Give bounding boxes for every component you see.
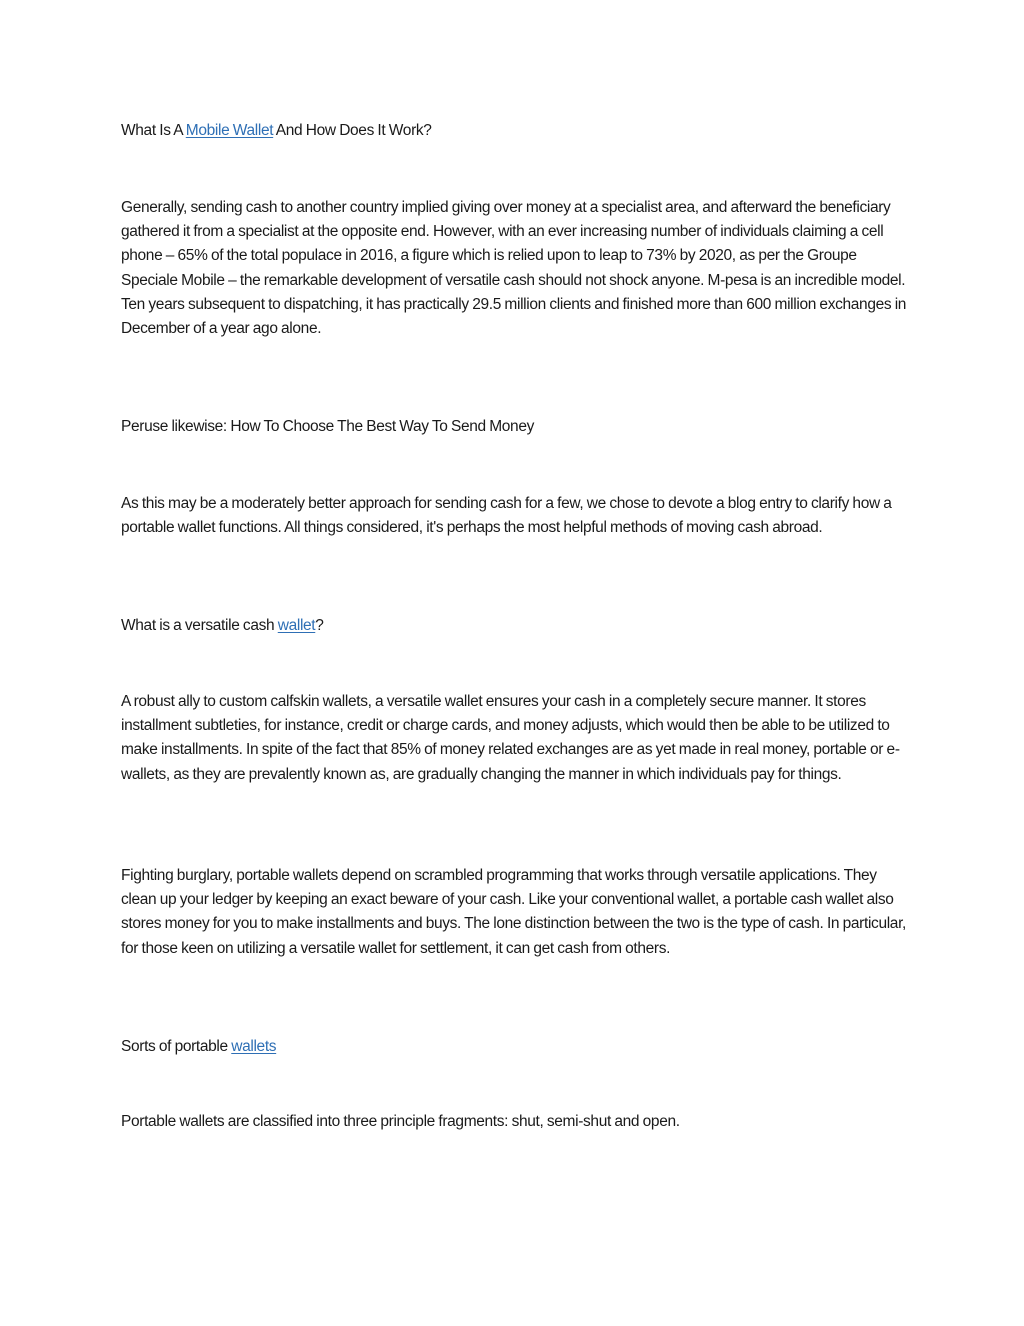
heading-prefix: What Is A xyxy=(121,122,186,139)
wallet-link[interactable]: wallet xyxy=(277,617,316,634)
heading-suffix: And How Does It Work? xyxy=(273,122,432,139)
peruse-likewise-line: Peruse likewise: How To Choose The Best Way To Send Money xyxy=(121,418,535,435)
paragraph-robust-ally: A robust ally to custom calfskin wallets, a versatile wallet ensures your cash in a completely secure manner. It stores installment subtleties, for instance, credit or charge cards, and money adjusts, which would then be able to be utilized to make installments. In spite of the fact that 85% of money related exchanges are as yet made in real money, portable or e-wallets, as they are prevalently known as, are gradually changing the manner in which individuals pay for things. xyxy=(121,693,900,783)
paragraph-intro: Generally, sending cash to another country implied giving over money at a specialist area, and afterward the beneficiary gathered it from a specialist at the opposite end. However, with an ever increasing number of individuals claiming a cell phone – 65% of the total populace in 2016, a figure which is relied upon to leap to 73% by 2020, as per the Groupe Speciale Mobile – the remarkable development of versatile cash should not shock anyone. M-pesa is an incredible model. Ten years subsequent to dispatching, it has practically 29.5 million clients and finished more than 600 million exchanges in December of a year ago alone. xyxy=(121,199,907,338)
paragraph-fighting-burglary: Fighting burglary, portable wallets depend on scrambled programming that works through versatile applications. They clean up your ledger by keeping an exact beware of your cash. Like your conventional wallet, a portable cash wallet also stores money for you to make installments and buys. The lone distinction between the two is the type of cash. In particular, for those keen on utilizing a versatile wallet for settlement, it can get cash from others. xyxy=(121,867,906,957)
heading-sorts-of-wallets xyxy=(121,1035,911,1059)
mobile-wallet-link[interactable]: Mobile Wallet xyxy=(185,122,274,139)
heading-versatile-wallet xyxy=(121,614,911,638)
heading-prefix: What is a versatile cash xyxy=(121,617,278,634)
heading-suffix: ? xyxy=(315,617,324,634)
wallets-link[interactable]: wallets xyxy=(231,1038,277,1055)
paragraph-classified: Portable wallets are classified into three principle fragments: shut, semi-shut and open. xyxy=(121,1113,680,1130)
paragraph-approach: As this may be a moderately better approach for sending cash for a few, we chose to devote a blog entry to clarify how a portable wallet functions. All things considered, it's perhaps the most helpful methods of moving cash abroad. xyxy=(121,495,892,537)
heading-mobile-wallet xyxy=(121,119,911,143)
heading-prefix: Sorts of portable xyxy=(121,1038,232,1055)
